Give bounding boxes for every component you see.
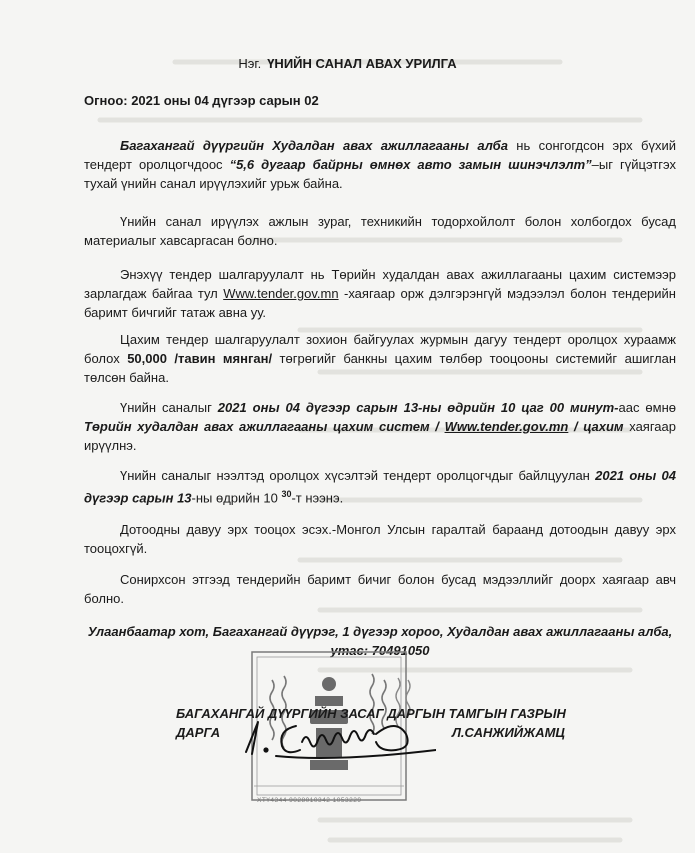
paragraph-invitation — [84, 136, 676, 193]
p6-text: Үнийн саналыг нээлтэд оролцох хүсэлтэй тендерт оролцогчдыг байлцуулан — [120, 468, 596, 483]
handwritten-signature-icon — [236, 712, 436, 760]
p1-agency: Багахангай дүүргийн Худалдан авах ажиллагааны алба — [120, 138, 508, 153]
p1-project: “5,6 дугаар байрны өмнөх авто замын шинэчлэлт” — [229, 157, 592, 172]
paragraph-opening — [84, 466, 676, 507]
paragraph-system — [84, 265, 676, 322]
p4-text-end: төгрөгийг банкны цахим төлбөр тооцооны системийг ашиглан төлсөн байна. — [84, 351, 676, 385]
p3-text-end: -хаягаар орж дэлгэрэнгүй мэдээлэл болон тендерийн баримт бичгийг татаж авна уу. — [84, 286, 676, 320]
tender-link[interactable]: Www.tender.gov.mn — [223, 286, 339, 301]
p5-text-end: хаягаар ирүүлнэ. — [84, 419, 676, 453]
paragraph-contact — [84, 570, 676, 608]
p5-text-2: аас өмнө — [618, 400, 676, 415]
title-text: ҮНИЙН САНАЛ АВАХ УРИЛГА — [267, 56, 457, 71]
paragraph-attachments — [84, 212, 676, 250]
p3-text: Энэхүү тендер шалгаруулалт нь Төрийн худалдан авах ажиллагааны цахим системээр зарлагдаж байгаа тул — [84, 267, 676, 301]
p5-deadline: 2021 оны 04 дүгээр сарын 13-ны өдрийн 10 цаг 00 минут- — [217, 400, 619, 415]
p5-text: Үнийн саналыг — [120, 400, 218, 415]
document-date: Огноо: 2021 оны 04 дүгээр сарын 02 — [84, 93, 319, 108]
p8-text: Сонирхсон этгээд тендерийн баримт бичиг болон бусад мэдээллийг доорх хаягаар авч болно. — [84, 572, 676, 606]
p1-text-end: –ыг гүйцэтгэх тухай үнийн санал ирүүлэхийг урьж байна. — [84, 157, 676, 191]
p7-text: Дотоодны давуу эрх тооцох эсэх.-Монгол Улсын гаралтай бараанд дотоодын давуу эрх тооцохгүй. — [84, 522, 676, 556]
p4-text: Цахим тендер шалгаруулалт зохион байгуулах журмын дагуу тендерт оролцох хураамж болох — [84, 332, 676, 366]
seal-code: ХТҮ4344 9028010342 1053229 — [257, 797, 362, 804]
title-prefix: Нэг. — [238, 56, 262, 71]
paragraph-preference — [84, 520, 676, 558]
paragraph-deadline — [84, 398, 676, 455]
address-block: Улаанбаатар хот, Багахангай дүүрэг, 1 дүгээр хороо, Худалдан авах ажиллагааны алба, утас: 70491050 — [87, 624, 673, 658]
p6-minutes: 30 — [281, 489, 292, 499]
p5-system-end: / цахим — [568, 419, 624, 434]
signature-organization: БАГАХАНГАЙ ДҮҮРГИЙН ЗАСАГ ДАРГЫН ТАМГЫН ГАЗРЫН — [176, 706, 566, 721]
p6-text-2: -ны өдрийн 10 — [191, 490, 282, 506]
tender-link-2[interactable]: Www.tender.gov.mn — [444, 419, 569, 434]
p1-text: нь сонгогдсон эрх бүхий тендерт оролцогчдоос — [84, 138, 676, 172]
paragraph-fee — [84, 330, 676, 387]
document-title — [0, 56, 695, 71]
p4-amount: 50,000 /тавин мянган/ — [127, 351, 273, 366]
p2-text: Үнийн санал ирүүлэх ажлын зураг, техникийн тодорхойлолт болон холбогдох бусад материалыг хавсаргасан болно. — [84, 214, 676, 248]
p6-text-end: -т нээнэ. — [291, 490, 344, 506]
signature-name: Л.САНЖИЙЖАМЦ — [452, 725, 565, 740]
p6-date: 2021 оны 04 дүгээр сарын 13 — [84, 468, 676, 506]
signature-title: ДАРГА — [176, 725, 221, 740]
p5-system: Төрийн худалдан авах ажиллагааны цахим систем / — [84, 419, 445, 434]
